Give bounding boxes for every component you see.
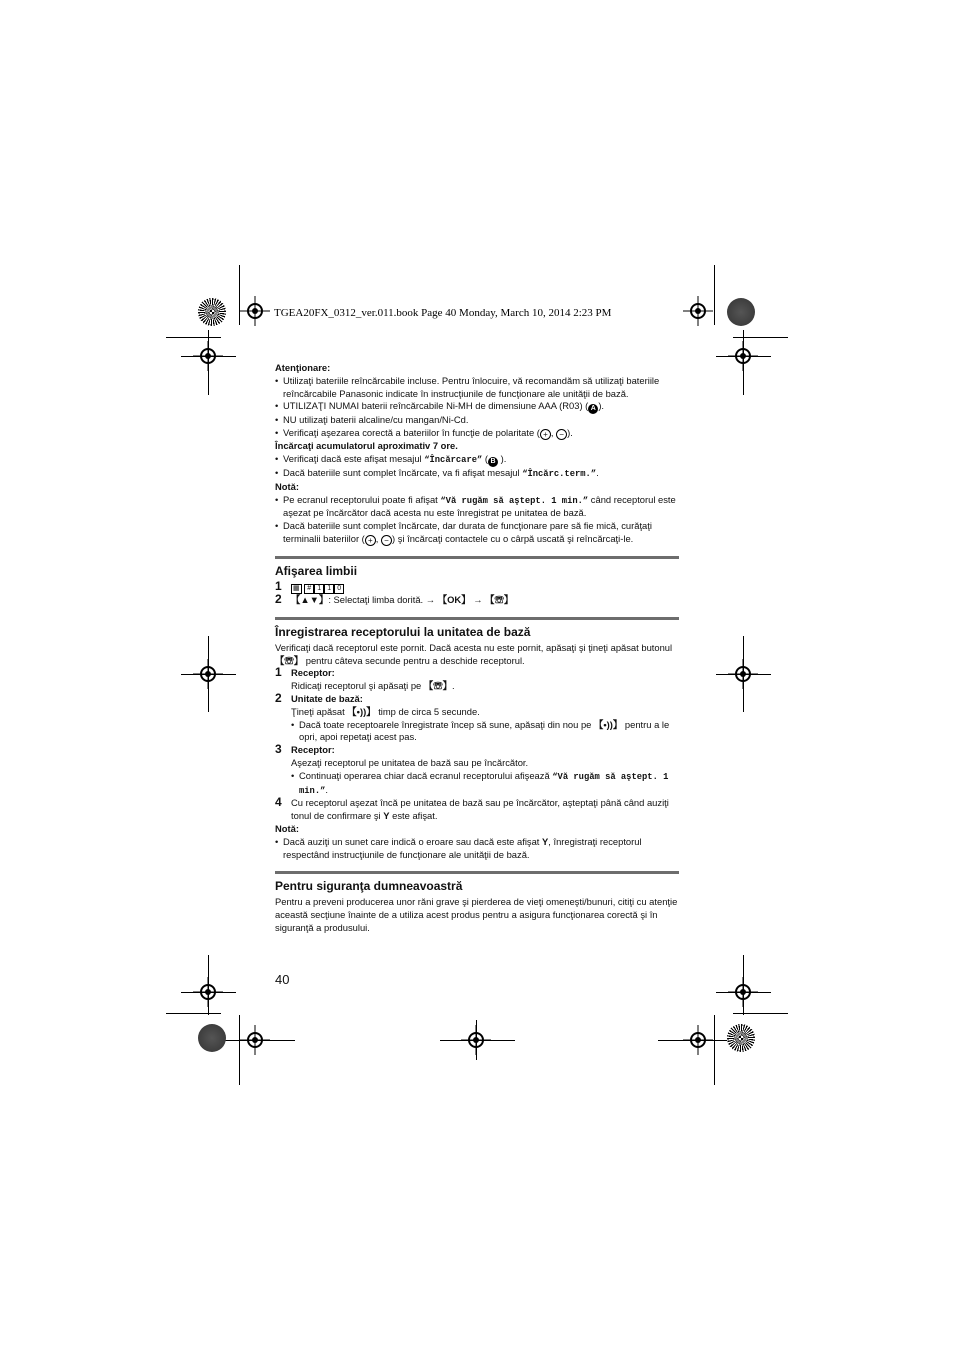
page-content: Atenţionare: • Utilizaţi bateriile reîncărcabile incluse. Pentru înlocuire, vă recomandăm să utilizaţi bateriile reîncărcabile Panasonic indicate în instrucţiunile de funcţionare ale unităţii de bază. • UTILIZAŢI NUMAI baterii reîncărcabile Ni-MH de dimensiune AAA (R03) ( A ). • NU utilizaţi baterii alcaline/cu mangan/Ni-Cd. • Verificaţi aşezarea corectă a bateriilor în funcţie de polaritate ( + , − ). Încărcaţi acumulatorul aproximativ 7 ore. • Verificaţi dacă este afişat mesajul “Încărcare” ( B ). • Dacă bateriile sunt complet încărcate, va fi afişat mesajul “Încărc.term.”. Notă: • Pe ecranul receptorului poate fi afişat “Vă rugăm să aştept. 1 min.” când receptorul este aşezat pe încărcător dacă acesta nu este înregistrat pe unitatea de bază. • Dacă bateriile sunt complet încărcate, dar durata de funcţionare pare să fie mică, curăţaţi terminalii bateriilor ( + , − ) şi încărcaţi contactele cu o cârpă uscată şi reîncărcaţi-le. Afişarea limbii 1 ▦ # 1 1 0 2 【▲▼】: Selectaţi limba dorită. → 【OK】 → 【☏】 Înregistrarea receptorului la unitatea de bază Verificaţi dacă receptorul este pornit. Dacă acesta nu este pornit, apăsaţi şi ţineţi apăsat butonul 【☏】 pentru câteva secunde pentru a deschide receptorul. 1 Receptor: Ridicaţi receptorul şi apăsaţi pe 【☏】. 2 Unitate de bază: Ţineţi apăsat 【•))】 timp de circa 5 secunde. • Dacă toate receptoarele înregistrate încep să sune, apăsaţi din nou pe 【•))】 pentru a le opri, apoi repetaţi acest pas. 3 Receptor: Aşezaţi receptorul pe unitatea de bază sau pe încărcător. • Continuaţi operarea chiar dacă ecranul receptorului afişează “Vă rugăm să aştept. 1 min.”. 4 Cu receptorul aşezat încă pe unitatea de bază sau pe încărcător, aşteptaţi până când auziţi tonul de confirmare şi Y este afişat. Notă: • Dacă auziţi un sunet care indică o eroare sau dacă este afişat Y, înregistraţi receptorul respectând instrucţiunile de funcţionare ale unităţii de bază. Pentru siguranţa dumneavoastră Pentru a preveni producerea unor răni grave şi pierderea de vieţi omeneşti/bunuri, citiţi cu atenţie această secţiune înainte de a utiliza acest produs pentru a asigura funcţionarea corectă şi în siguranţă a produsului. (275, 362, 679, 935)
digit-key: 1 (324, 584, 334, 594)
menu-key-icon: ▦ (293, 584, 300, 592)
ok-key: 【OK】 (437, 593, 471, 605)
gray-target-icon (727, 298, 755, 326)
book-info-line: TGEA20FX_0312_ver.011.book Page 40 Monday, March 10, 2014 2:23 PM (274, 307, 612, 319)
minus-icon: − (556, 429, 567, 440)
list-item: • Verificaţi dacă este afişat mesajul “Încărcare” ( B ). (275, 453, 679, 467)
attention-title: Atenţionare: (275, 362, 331, 373)
step-4: 4 Cu receptorul aşezat încă pe unitatea de bază sau pe încărcător, aşteptaţi până când auziţi tonul de confirmare şi Y este afişat. (275, 795, 669, 822)
list-item: • Utilizaţi bateriile reîncărcabile incluse. Pentru înlocuire, vă recomandăm să utilizaţi bateriile reîncărcabile Panasonic indicate în instrucţiunile de funcţionare ale unităţii de bază. (275, 375, 679, 401)
icon-a: A (588, 404, 598, 414)
star-target-icon (198, 298, 226, 326)
charge-title: Încărcaţi acumulatorul aproximativ 7 ore. (275, 440, 458, 452)
list-item: • UTILIZAŢI NUMAI baterii reîncărcabile Ni-MH de dimensiune AAA (R03) ( A ). (275, 400, 679, 414)
section-divider (275, 871, 679, 874)
hash-key: # (304, 584, 314, 594)
registration-mark-icon (461, 1025, 491, 1055)
list-item: • Verificaţi aşezarea corectă a bateriilor în funcţie de polaritate ( + , − ). (275, 427, 679, 440)
arrow-icon: → (473, 593, 483, 605)
list-item: • Dacă auziţi un sunet care indică o eroare sau dacă este afişat Y, înregistraţi receptorul respectând instrucţiunile de funcţionare ale unităţii de bază. (275, 836, 679, 862)
digit-key: 0 (334, 584, 344, 594)
step-2: 2 Unitate de bază: (275, 690, 363, 705)
register-intro: Verificaţi dacă receptorul este pornit. Dacă acesta nu este pornit, apăsaţi şi ţineţi apăsat butonul 【☏】 pentru câteva secunde pentru a deschide receptorul. (275, 641, 673, 666)
icon-b: B (488, 457, 498, 467)
registration-mark-icon (683, 1025, 713, 1055)
registration-mark-icon (728, 977, 758, 1007)
antenna-icon: Y (383, 810, 390, 822)
registration-mark-icon (240, 1025, 270, 1055)
step-1: 1 ▦ # 1 1 0 (275, 581, 679, 594)
registration-mark-icon (193, 977, 223, 1007)
list-item: • Continuaţi operarea chiar dacă ecranul receptorului afişează “Vă rugăm să aştept. 1 min.”. (275, 770, 679, 798)
registration-mark-icon (683, 296, 713, 326)
nav-key-icon: 【▲▼】 (291, 593, 329, 605)
off-key-icon: 【☏】 (275, 654, 304, 666)
step-2: 2 【▲▼】: Selectaţi limba dorită. → 【OK】 → 【☏】 (275, 591, 514, 606)
antenna-icon: Y (542, 835, 549, 847)
page-number: 40 (275, 972, 290, 987)
safety-text: Pentru a preveni producerea unor răni grave şi pierderea de vieţi omeneşti/bunuri, citiţi cu atenţie această secţiune înainte de a utiliza acest produs pentru a asigura funcţionarea corectă şi în siguranţă a produsului. (275, 896, 678, 933)
locator-key-icon: 【•))】 (594, 718, 623, 730)
registration-mark-icon (193, 659, 223, 689)
digit-key: 1 (314, 584, 324, 594)
section-title-safety: Pentru siguranţa dumneavoastră (275, 879, 463, 894)
list-item: • Dacă bateriile sunt complet încărcate, dar durata de funcţionare pare să fie mică, curăţaţi terminalii bateriilor ( + , − ) şi încărcaţi contactele cu o cârpă uscată şi reîncărcaţi-le. (275, 520, 679, 546)
section-title-register: Înregistrarea receptorului la unitatea de bază (275, 624, 531, 639)
list-item: • Dacă bateriile sunt complet încărcate, va fi afişat mesajul “Încărc.term.”. (275, 467, 679, 481)
registration-mark-icon (193, 341, 223, 371)
registration-mark-icon (728, 341, 758, 371)
note-title: Notă: (275, 480, 299, 492)
arrow-icon: → (425, 593, 436, 605)
gray-target-icon (198, 1024, 226, 1052)
list-item: • NU utilizaţi baterii alcaline/cu mangan/Ni-Cd. (275, 414, 679, 427)
section-title-language: Afişarea limbii (275, 563, 358, 578)
off-key-icon: 【☏】 (423, 680, 453, 692)
step-1: 1 Receptor: (275, 665, 335, 680)
registration-mark-icon (728, 659, 758, 689)
off-key-icon: 【☏】 (485, 593, 514, 605)
list-item: • Dacă toate receptoarele înregistrate încep să sune, apăsaţi din nou pe 【•))】 pentru a le opri, apoi repetaţi acest pas. (275, 719, 679, 745)
step-3: 3 Receptor: (275, 742, 335, 757)
plus-icon: + (540, 429, 551, 440)
locator-key-icon: 【•))】 (347, 705, 376, 717)
registration-mark-icon (240, 296, 270, 326)
section-divider (275, 556, 679, 559)
section-divider (275, 617, 679, 620)
list-item: • Pe ecranul receptorului poate fi afişat “Vă rugăm să aştept. 1 min.” când receptorul este aşezat pe încărcător dacă acesta nu este înregistrat pe unitatea de bază. (275, 494, 679, 521)
star-target-icon (727, 1024, 755, 1052)
note-title: Notă: (275, 822, 299, 834)
plus-icon: + (365, 535, 376, 546)
minus-icon: − (381, 535, 392, 546)
